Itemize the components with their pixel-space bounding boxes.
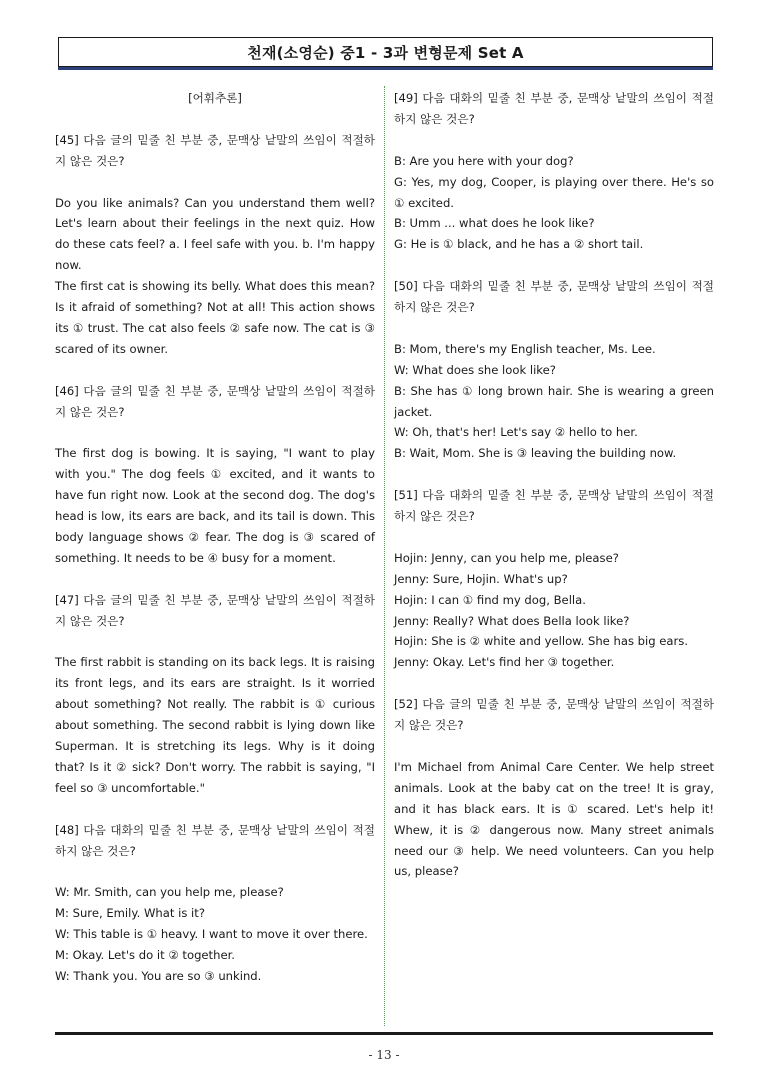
dialogue-line: W: What does she look like? [394,362,556,377]
footer-rule [55,1032,713,1035]
dialogue-line: W: Oh, that's her! Let's say ② hello to her. [394,425,638,440]
dialogue-line: Jenny: Really? What does Bella look like? [394,613,630,628]
question-45-passage-1: Do you like animals? Can you understand them well? Let's learn about their feelings in the next quiz. How do these cats feel? a. I feel safe with you. b. I'm happy now. [55,195,375,273]
question-45-passage-2: The first cat is showing its belly. What does this mean? Is it afraid of something? Not at all! This action shows its ① trust. The cat also feels ② safe now. The cat is ③ scared of its owner. [55,279,375,356]
question-52-prompt: [52] 다음 글의 밑줄 친 부분 중, 문맥상 낱말의 쓰임이 적절하지 않은 것은? [394,697,714,733]
question-51-prompt: [51] 다음 대화의 밑줄 친 부분 중, 문맥상 낱말의 쓰임이 적절하지 않은 것은? [394,488,714,524]
dialogue-line: B: Mom, there's my English teacher, Ms. Lee. [394,341,656,356]
column-divider [384,86,385,1026]
dialogue-line: B: Are you here with your dog? [394,153,574,168]
dialogue-line: Hojin: Jenny, can you help me, please? [394,550,619,565]
document-title: 천재(소영순) 중1 - 3과 변형문제 Set A [247,43,524,62]
dialogue-line: Hojin: I can ① find my dog, Bella. [394,592,586,607]
dialogue-line: W: Thank you. You are so ③ unkind. [55,968,262,983]
dialogue-line: G: Yes, my dog, Cooper, is playing over there. He's so ① excited. [394,174,714,210]
dialogue-line: Jenny: Okay. Let's find her ③ together. [394,655,615,670]
dialogue-line: G: He is ① black, and he has a ② short tail. [394,237,644,252]
question-46-prompt: [46] 다음 글의 밑줄 친 부분 중, 문맥상 낱말의 쓰임이 적절하지 않은 것은? [55,383,375,419]
dialogue-line: B: She has ① long brown hair. She is wearing a green jacket. [394,383,714,419]
question-45-prompt: [45] 다음 글의 밑줄 친 부분 중, 문맥상 낱말의 쓰임이 적절하지 않은 것은? [55,132,375,168]
question-52-passage: I'm Michael from Animal Care Center. We help street animals. Look at the baby cat on the tree! It is gray, and it has black ears. It is ① scared. Let's help it! Whew, it is ② dangerous now. Many street animals need our ③ help. We need volunteers. Can you help us, please? [394,759,714,879]
section-label: [어휘추론] [188,91,242,105]
dialogue-line: W: Mr. Smith, can you help me, please? [55,885,284,900]
question-50-prompt: [50] 다음 대화의 밑줄 친 부분 중, 문맥상 낱말의 쓰임이 적절하지 않은 것은? [394,279,714,315]
document-title-box [58,37,713,67]
left-column [55,88,375,987]
dialogue-line: W: This table is ① heavy. I want to move it over there. [55,927,368,942]
question-47-prompt: [47] 다음 글의 밑줄 친 부분 중, 문맥상 낱말의 쓰임이 적절하지 않은 것은? [55,592,375,628]
question-49-prompt: [49] 다음 대화의 밑줄 친 부분 중, 문맥상 낱말의 쓰임이 적절하지 않은 것은? [394,91,714,126]
dialogue-line: M: Sure, Emily. What is it? [55,906,205,921]
dialogue-line: B: Umm ... what does he look like? [394,216,595,231]
dialogue-line: Hojin: She is ② white and yellow. She has big ears. [394,634,689,649]
dialogue-line: Jenny: Sure, Hojin. What's up? [394,571,568,586]
question-47-passage: The first rabbit is standing on its back legs. It is raising its front legs, and its ears are straight. Is it worried about something? Not really. The rabbit is ① curious about something. The second rabbit is lying down like Superman. It is stretching its legs. Why is it doing that? Is it ② sick? Don't worry. The rabbit is saying, "I feel so ③ uncomfortable." [55,655,375,795]
dialogue-line: M: Okay. Let's do it ② together. [55,948,235,963]
question-46-passage: The first dog is bowing. It is saying, "I want to play with you." The dog feels ① excited, and it wants to have fun right now. Look at the second dog. The dog's head is low, its ears are back, and its tail is down. This body language shows ② fear. The dog is ③ scared of something. It needs to be ④ busy for a moment. [55,446,375,565]
question-48-prompt: [48] 다음 대화의 밑줄 친 부분 중, 문맥상 낱말의 쓰임이 적절하지 않은 것은? [55,822,375,858]
right-column [394,88,714,882]
page-number: - 13 - [368,1048,400,1062]
dialogue-line: B: Wait, Mom. She is ③ leaving the building now. [394,446,677,461]
